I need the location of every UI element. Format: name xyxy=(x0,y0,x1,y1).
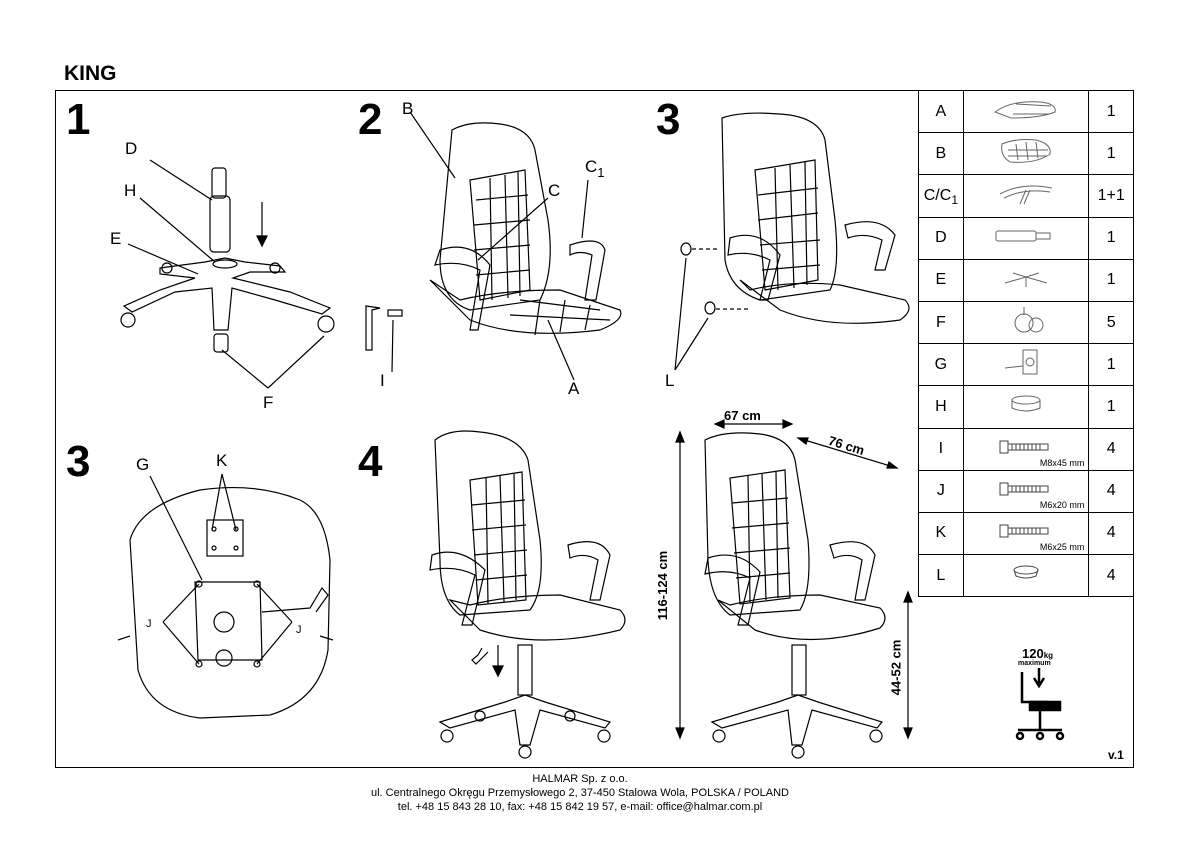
product-title: KING xyxy=(64,62,117,85)
parts-row-f xyxy=(919,301,1134,343)
part-code-text: K xyxy=(935,524,947,542)
footer-address: ul. Centralnego Okręgu Przemysłowego 2, 37-450 Stalowa Wola, POLSKA / POLAND xyxy=(370,787,789,799)
step2-chair-drawing xyxy=(366,112,621,380)
star-base-icon xyxy=(1001,276,1051,293)
step3-chair-drawing xyxy=(675,113,909,370)
footer-company: HALMAR Sp. z o.o. xyxy=(532,773,628,785)
seat-icon xyxy=(991,109,1061,126)
part-picture xyxy=(963,217,1089,259)
label-f: F xyxy=(263,393,274,412)
part-code xyxy=(919,217,964,259)
part-code-text: I xyxy=(938,440,944,458)
bolt-icon xyxy=(998,441,1054,458)
footer xyxy=(0,772,1160,814)
part-code xyxy=(919,301,964,343)
label-b: B xyxy=(402,99,414,118)
step-number-4: 4 xyxy=(358,437,383,486)
label-i: I xyxy=(380,371,385,390)
step1-base-drawing xyxy=(121,160,334,388)
part-quantity: 4 xyxy=(1089,470,1134,512)
part-quantity: 1+1 xyxy=(1089,175,1134,217)
parts-row-b xyxy=(919,133,1134,175)
version-label: v.1 xyxy=(1108,748,1124,762)
max-load-note: maximum xyxy=(1018,660,1051,667)
part-code xyxy=(919,386,964,428)
parts-row-a xyxy=(919,91,1134,133)
label-a: A xyxy=(568,379,580,398)
max-load-chair-icon xyxy=(1017,668,1063,739)
label-c1: $C_1$ xyxy=(585,157,605,180)
mechanism-icon xyxy=(1001,365,1051,382)
parts-row-d xyxy=(919,217,1134,259)
parts-row-h xyxy=(919,386,1134,428)
part-size: M6x25 mm xyxy=(1039,542,1085,553)
step3-bottom-view-drawing xyxy=(118,474,333,718)
part-picture xyxy=(963,175,1089,217)
label-j-left: J xyxy=(146,618,152,630)
part-picture xyxy=(963,512,1089,554)
parts-row-cc xyxy=(919,175,1134,217)
part-code-text: D xyxy=(935,229,947,247)
dimension-depth: 76 cm xyxy=(826,432,867,459)
part-picture xyxy=(963,470,1089,512)
backrest-icon xyxy=(996,153,1056,170)
part-size: M6x20 mm xyxy=(1039,499,1085,510)
label-g: G xyxy=(136,455,150,474)
part-picture xyxy=(963,555,1089,597)
part-code xyxy=(919,133,964,175)
part-quantity: 4 xyxy=(1089,555,1134,597)
label-j-right: J xyxy=(296,624,302,636)
part-picture xyxy=(963,301,1089,343)
part-code-text: L xyxy=(936,566,946,584)
step-number-3-bottom: 3 xyxy=(66,437,91,486)
part-code xyxy=(919,175,964,217)
part-quantity: 4 xyxy=(1089,428,1134,470)
caster-icon xyxy=(1006,322,1046,339)
part-code-text: A xyxy=(935,102,947,120)
part-code-subscript: 1 xyxy=(951,192,958,207)
part-picture xyxy=(963,259,1089,301)
part-code xyxy=(919,555,964,597)
part-code xyxy=(919,512,964,554)
part-code xyxy=(919,344,964,386)
bolt-icon xyxy=(998,525,1054,542)
part-picture xyxy=(963,91,1089,133)
part-code-text: B xyxy=(935,144,947,162)
parts-table xyxy=(918,90,1134,597)
max-load-value: 120kg xyxy=(1022,646,1054,661)
part-code-text: J xyxy=(936,482,945,500)
part-picture xyxy=(963,344,1089,386)
part-quantity: 1 xyxy=(1089,259,1134,301)
parts-row-l xyxy=(919,555,1134,597)
armrest-icon xyxy=(996,193,1056,210)
cap-icon xyxy=(1011,569,1041,586)
part-code-text: G xyxy=(934,355,948,373)
part-quantity: 4 xyxy=(1089,512,1134,554)
footer-contact: tel. +48 15 843 28 10, fax: +48 15 842 19 57, e-mail: office@halmar.com.pl xyxy=(397,801,763,813)
step4-chair-drawing xyxy=(430,431,625,758)
dimension-height: 116-124 cm xyxy=(655,550,671,621)
label-l: L xyxy=(665,371,675,390)
part-quantity: 1 xyxy=(1089,386,1134,428)
parts-row-g xyxy=(919,344,1134,386)
step-number-2: 2 xyxy=(358,95,383,144)
parts-row-e xyxy=(919,259,1134,301)
part-code xyxy=(919,428,964,470)
parts-row-k xyxy=(919,512,1134,554)
label-c: C xyxy=(548,181,561,200)
bolt-icon xyxy=(998,483,1054,500)
part-quantity: 1 xyxy=(1089,344,1134,386)
step-number-3: 3 xyxy=(656,95,681,144)
part-code xyxy=(919,91,964,133)
step-number-1: 1 xyxy=(66,95,91,144)
dimension-seat-height: 44-52 cm xyxy=(888,639,904,696)
parts-row-j xyxy=(919,470,1134,512)
part-picture xyxy=(963,428,1089,470)
gas-lift-icon xyxy=(994,230,1058,247)
part-quantity: 1 xyxy=(1089,217,1134,259)
label-k: K xyxy=(216,451,228,470)
dimensions-chair-drawing xyxy=(676,420,912,758)
part-picture xyxy=(963,386,1089,428)
part-code-text: F xyxy=(935,313,946,331)
label-h: H xyxy=(124,181,137,200)
label-e: E xyxy=(110,229,122,248)
part-picture xyxy=(963,133,1089,175)
part-code xyxy=(919,470,964,512)
part-quantity: 1 xyxy=(1089,91,1134,133)
part-code-text: C/C xyxy=(923,186,952,204)
part-size: M8x45 mm xyxy=(1039,457,1085,468)
part-code-text: E xyxy=(935,271,947,289)
part-code-text: H xyxy=(935,397,947,415)
cover-ring-icon xyxy=(1008,401,1044,418)
part-quantity: 1 xyxy=(1089,133,1134,175)
label-d: D xyxy=(125,139,138,158)
parts-row-i xyxy=(919,428,1134,470)
part-quantity: 5 xyxy=(1089,301,1134,343)
dimension-width: 67 cm xyxy=(724,408,761,423)
part-code xyxy=(919,259,964,301)
